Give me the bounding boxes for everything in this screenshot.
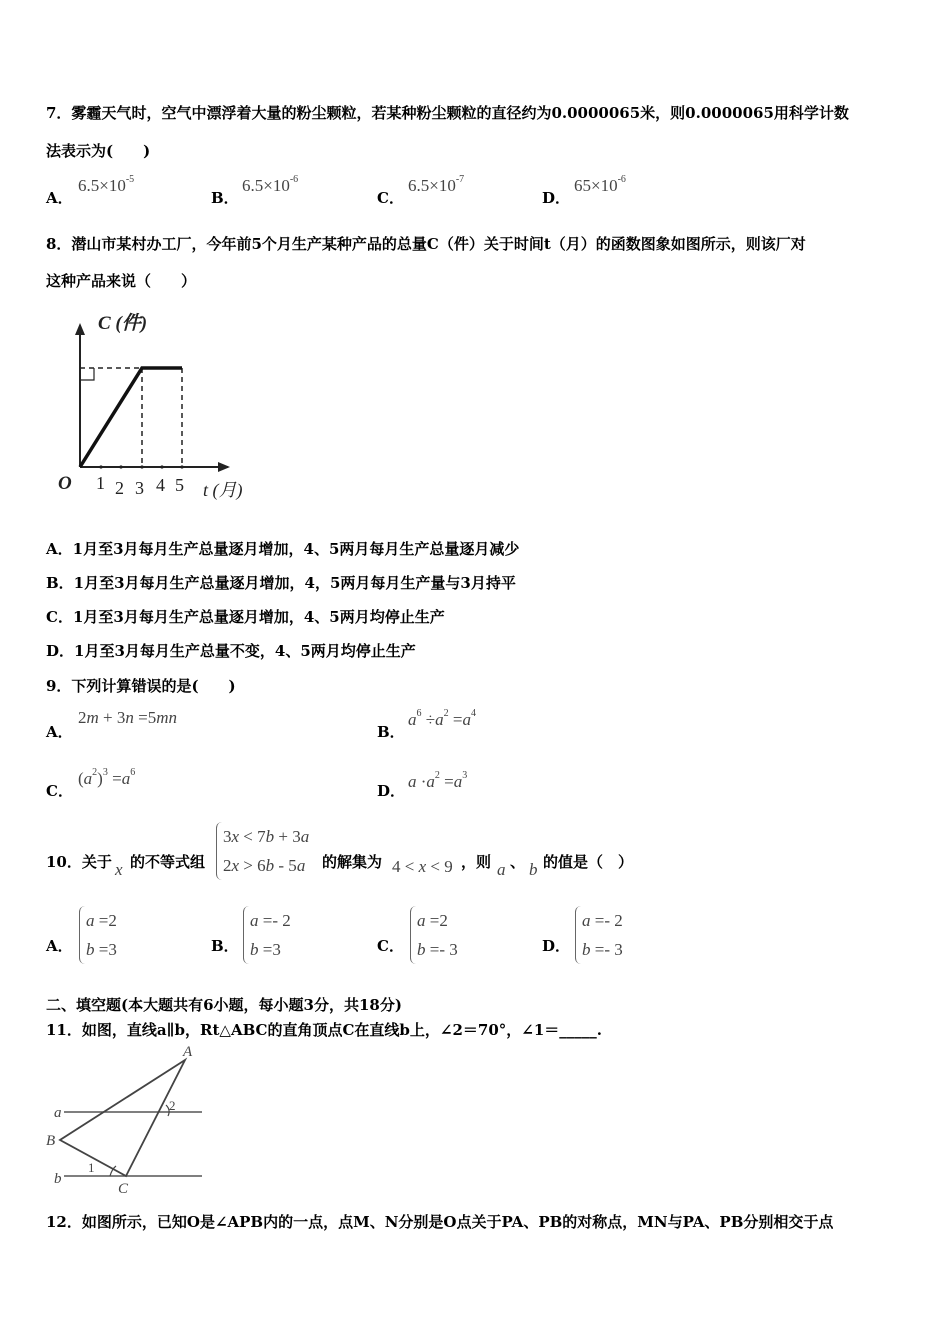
q8-option-c[interactable]: C．1月至3月每月生产总量逐月增加，4、5两月均停止生产 — [46, 608, 445, 626]
function-graph-line — [80, 368, 182, 467]
q9-stem: 9．下列计算错误的是( ) — [46, 677, 236, 695]
label-B: B — [46, 1133, 56, 1149]
x-axis-label: t (月) — [203, 480, 243, 500]
q10-prefix: 10．关于 — [46, 853, 112, 871]
tick-label: 3 — [135, 478, 144, 498]
q8-graph — [50, 305, 260, 505]
x-axis-arrow-icon — [218, 462, 230, 472]
q10-end: 的值是（ ） — [543, 853, 634, 871]
q7-option-d-value: $65\times 10^{-6}$ — [574, 174, 626, 195]
q8-option-b[interactable]: B．1月至3月每月生产总量逐月增加，4，5两月每月生产量与3月持平 — [46, 574, 516, 592]
right-angle-mark — [80, 368, 94, 380]
q10-var-x: x — [115, 860, 123, 879]
q7-option-b-value: $6.5\times 10^{-6}$ — [242, 174, 299, 195]
q7-stem-line1: 7．雾霾天气时，空气中漂浮着大量的粉尘颗粒，若某种粉尘颗粒的直径约为0.0000065米，则0.0000065用科学计数 — [46, 104, 849, 122]
q9-option-c-label[interactable]: C． — [46, 782, 73, 800]
y-axis-arrow-icon — [75, 323, 85, 335]
q9-option-a-label[interactable]: A． — [46, 723, 73, 741]
q9-option-b-label[interactable]: B． — [377, 723, 405, 741]
q7-option-c-label[interactable]: C． — [377, 189, 404, 207]
q10-option-c-system: a =2 b =- 3 — [410, 906, 458, 964]
label-C: C — [118, 1181, 129, 1197]
q9-option-a-formula: 2m + 3n =5mn — [78, 708, 177, 727]
q11-figure — [40, 1042, 210, 1198]
triangle-abc — [60, 1060, 185, 1176]
label-a: a — [54, 1105, 62, 1121]
q7-option-a-label[interactable]: A． — [46, 189, 73, 207]
q10-then: ，则 — [461, 853, 492, 871]
q10-mid: 的不等式组 — [130, 853, 206, 871]
q7-option-a-value: $6.5\times 10^{-5}$ — [78, 174, 135, 195]
q7-option-c-value: $6.5\times 10^{-7}$ — [408, 174, 465, 195]
q7-option-d-label[interactable]: D． — [542, 189, 571, 207]
q10-option-a-label[interactable]: A． — [46, 937, 73, 955]
q11-stem: 11．如图，直线a∥b，Rt△ABC的直角顶点C在直线b上，∠2＝70°，∠1＝_____. — [46, 1021, 603, 1039]
tick-label: 4 — [156, 475, 165, 495]
q10-sep: 、 — [510, 853, 526, 871]
q10-option-c-label[interactable]: C． — [377, 937, 404, 955]
q10-option-b-system: a =- 2 b =3 — [243, 906, 291, 964]
tick-label: 1 — [96, 473, 105, 493]
label-b: b — [54, 1171, 62, 1187]
origin-label: O — [58, 473, 72, 494]
q10-inequality-system: 3x < 7b + 3a 2x > 6b - 5a — [216, 822, 309, 880]
q10-solution-set: 4 < x < 9 — [392, 857, 453, 876]
q10-var-b: b — [529, 860, 538, 879]
q7-option-b-label[interactable]: B． — [211, 189, 239, 207]
tick-label: 5 — [175, 475, 184, 495]
q10-option-b-label[interactable]: B． — [211, 937, 239, 955]
q8-option-a[interactable]: A．1月至3月每月生产总量逐月增加，4、5两月每月生产总量逐月减少 — [46, 540, 520, 558]
q10-option-d-label[interactable]: D． — [542, 937, 571, 955]
q10-option-a-system: a =2 b =3 — [79, 906, 117, 964]
label-angle-2: 2 — [169, 1098, 176, 1113]
q10-option-d-system: a =- 2 b =- 3 — [575, 906, 623, 964]
q10-suffix: 的解集为 — [322, 853, 383, 871]
section-2-heading: 二、填空题(本大题共有6小题，每小题3分，共18分) — [46, 996, 402, 1014]
q9-option-c-formula: $(a^2)^3 =a^6$ — [78, 767, 136, 788]
q7-stem-line2: 法表示为( ) — [46, 142, 151, 160]
q9-option-d-label[interactable]: D． — [377, 782, 406, 800]
q12-stem: 12．如图所示，已知O是∠APB内的一点，点M、N分别是O点关于PA、PB的对称点，MN与PA、PB分别相交于点 — [46, 1213, 834, 1231]
tick-label: 2 — [115, 478, 124, 498]
label-A: A — [183, 1044, 193, 1060]
q8-option-d[interactable]: D．1月至3月每月生产总量不变，4、5两月均停止生产 — [46, 642, 416, 660]
label-angle-1: 1 — [88, 1160, 95, 1175]
y-axis-label: C (件) — [98, 313, 148, 334]
q8-stem-line1: 8．潜山市某村办工厂，今年前5个月生产某种产品的总量C（件）关于时间t（月）的函数图象如图所示，则该厂对 — [46, 235, 806, 253]
q10-var-a: a — [497, 860, 506, 879]
q8-stem-line2: 这种产品来说（ ） — [46, 272, 197, 290]
q9-option-b-formula: $a^6 \div a^2 =a^4$ — [408, 708, 476, 729]
q9-option-d-formula: $a \cdot a^2 =a^3$ — [408, 770, 468, 791]
